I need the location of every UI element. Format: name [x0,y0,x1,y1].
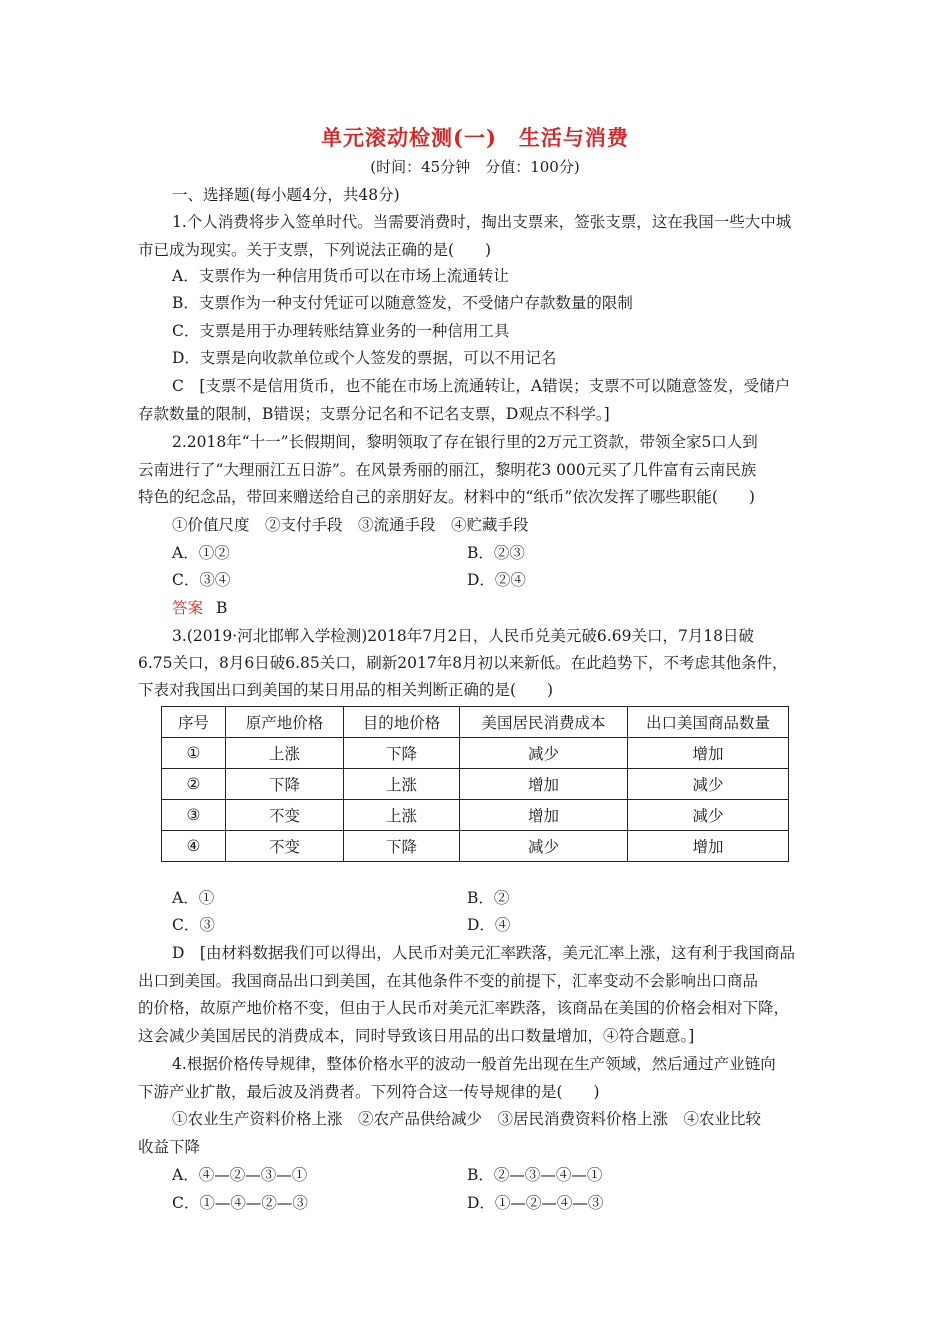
table-cell: 减少 [628,769,789,800]
table-cell: 减少 [628,800,789,831]
table-header-cell: 目的地价格 [344,707,460,738]
q4-stem-line: 下游产业扩散，最后波及消费者。下列符合这一传导规律的是( ) [138,1083,600,1101]
q3-option-c: C．③ [172,916,215,934]
table-cell: 下降 [344,831,460,862]
q2-option-a: A．①② [172,544,230,562]
table-cell: 增加 [628,831,789,862]
table-cell: 上涨 [344,769,460,800]
q3-stem-line: 3.(2019·河北邯郸入学检测)2018年7月2日，人民币兑美元破6.69关口，7月18日破 [172,627,755,645]
table-header-row [162,707,789,738]
table-row [162,800,789,831]
q1-option-b: B．支票作为一种支付凭证可以随意签发，不受储户存款数量的限制 [172,294,633,312]
table-cell: 增加 [460,769,628,800]
q2-option-b: B．②③ [467,544,525,562]
q3-answer-line: 这会减少美国居民的消费成本，同时导致该日用品的出口数量增加，④符合题意。] [138,1027,695,1045]
table-cell: 上涨 [344,800,460,831]
table-cell: 上涨 [226,738,344,769]
table-cell: 减少 [460,738,628,769]
q1-answer-line: C [支票不是信用货币，也不能在市场上流通转让，A错误；支票不可以随意签发，受储户 [172,377,791,395]
table-cell: 下降 [226,769,344,800]
table-cell: 减少 [460,831,628,862]
q3-answer-line: 出口到美国。我国商品出口到美国，在其他条件不变的前提下，汇率变动不会影响出口商品 [138,972,759,990]
q3-answer-line: 的价格，故原产地价格不变，但由于人民币对美元汇率跌落，该商品在美国的价格会相对下降， [138,999,790,1017]
q1-option-c: C．支票是用于办理转账结算业务的一种信用工具 [172,322,510,340]
q2-stem-line: 特色的纪念品，带回来赠送给自己的亲朋好友。材料中的“纸币”依次发挥了哪些职能( ) [138,488,755,506]
table-cell: ① [162,738,226,769]
q2-stem-line: 云南进行了“大理丽江五日游”。在风景秀丽的丽江，黎明花3 000元买了几件富有云南民族 [138,461,757,479]
q3-option-a: A．① [172,889,215,907]
table-header-cell: 出口美国商品数量 [628,707,789,738]
q4-items-line: ①农业生产资料价格上涨 ②农产品供给减少 ③居民消费资料价格上涨 ④农业比较 [172,1110,762,1128]
page-subtitle: (时间：45分钟 分值：100分) [370,158,580,176]
q4-option-d: D．①—②—④—③ [467,1194,604,1212]
q4-option-b: B．②—③—④—① [467,1166,603,1184]
table-cell: ② [162,769,226,800]
table-header-cell: 美国居民消费成本 [460,707,628,738]
table-cell: ③ [162,800,226,831]
table-cell: ④ [162,831,226,862]
table-cell: 增加 [628,738,789,769]
q3-option-d: D．④ [467,916,511,934]
table-header-cell: 序号 [162,707,226,738]
table-cell: 不变 [226,800,344,831]
q1-option-d: D．支票是向收款单位或个人签发的票据，可以不用记名 [172,349,557,367]
q2-option-c: C．③④ [172,571,231,589]
q1-stem-line: 市已成为现实。关于支票，下列说法正确的是( ) [138,241,492,259]
q4-items-line: 收益下降 [138,1138,201,1156]
q1-answer-line: 存款数量的限制，B错误；支票分记名和不记名支票，D观点不科学。] [138,405,610,423]
q4-option-c: C．①—④—②—③ [172,1194,308,1212]
table-row [162,831,789,862]
data-table [161,706,789,862]
table-header-cell: 原产地价格 [226,707,344,738]
answer-value: B [215,599,228,617]
table-row [162,738,789,769]
q2-option-d: D．②④ [467,571,526,589]
table-cell: 下降 [344,738,460,769]
page-title: 单元滚动检测(一) 生活与消费 [321,125,629,150]
q2-stem-line: 2.2018年“十一”长假期间，黎明领取了存在银行里的2万元工资款，带领全家5口人到 [172,433,758,451]
q4-stem-line: 4.根据价格传导规律，整体价格水平的波动一般首先出现在生产领域，然后通过产业链向 [172,1055,776,1073]
q3-option-b: B．② [467,889,510,907]
q3-stem-line: 下表对我国出口到美国的某日用品的相关判断正确的是( ) [138,681,554,699]
table-cell: 增加 [460,800,628,831]
q3-stem-line: 6.75关口，8月6日破6.85关口，刷新2017年8月初以来新低。在此趋势下，不考虑其他条件， [138,654,788,672]
q4-option-a: A．④—②—③—① [172,1166,308,1184]
q1-stem-line: 1.个人消费将步入签单时代。当需要消费时，掏出支票来，签张支票，这在我国一些大中城 [172,213,792,231]
table-row [162,769,789,800]
q1-option-a: A．支票作为一种信用货币可以在市场上流通转让 [172,267,509,285]
q3-answer-line: D [由材料数据我们可以得出，人民币对美元汇率跌落，美元汇率上涨，这有利于我国商品 [172,944,795,962]
q2-items: ①价值尺度 ②支付手段 ③流通手段 ④贮藏手段 [172,516,529,534]
section-heading: 一、选择题(每小题4分，共48分) [172,186,400,204]
answer-label: 答案 [172,599,204,617]
q2-answer [172,598,227,618]
table-cell: 不变 [226,831,344,862]
